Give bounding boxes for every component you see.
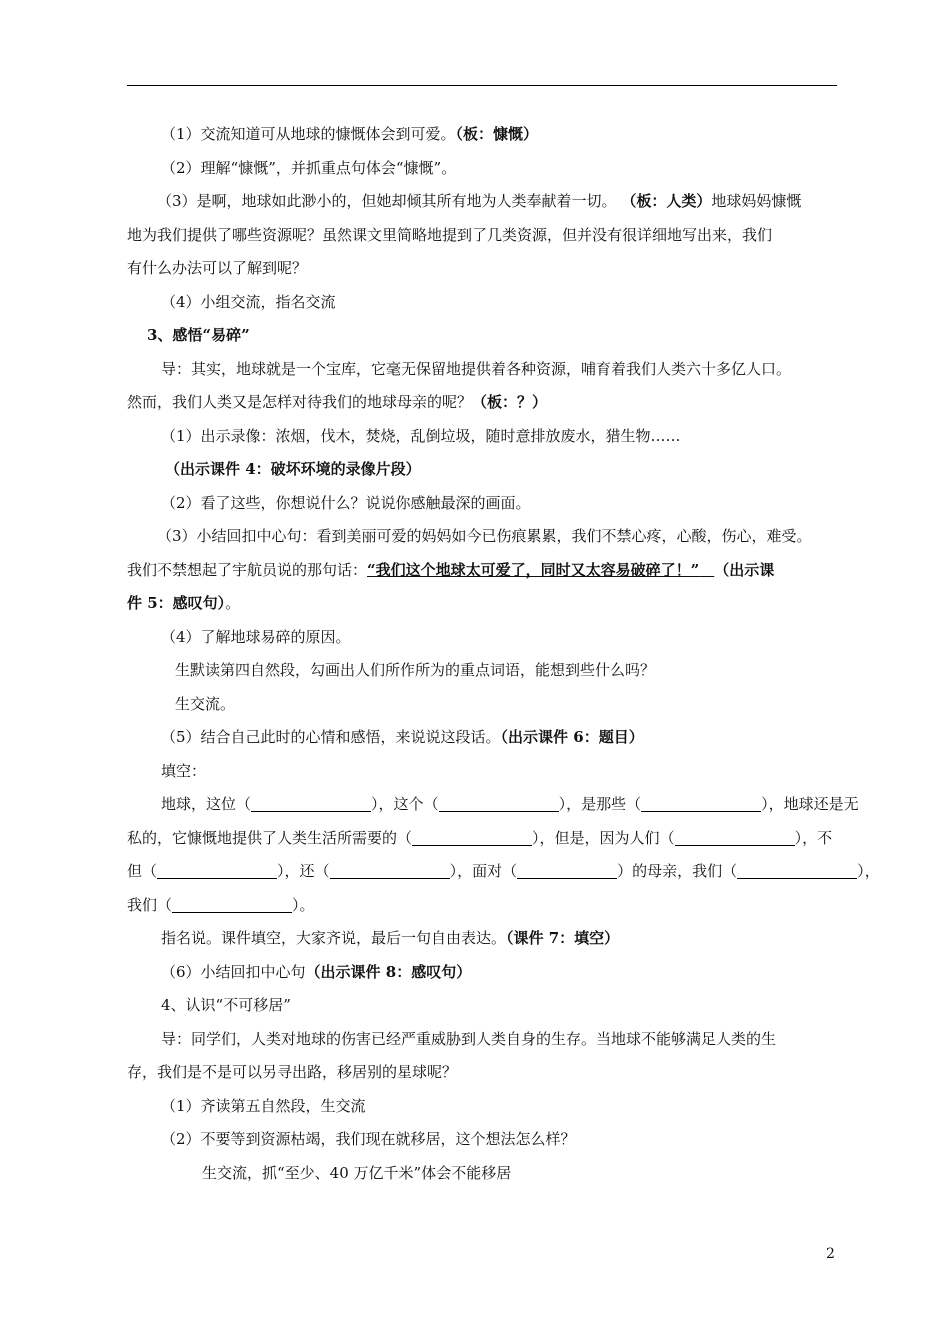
paragraph: 然而，我们人类又是怎样对待我们的地球母亲的呢？（板：？） <box>127 393 548 411</box>
paragraph: （2）不要等到资源枯竭，我们现在就移居，这个想法怎么样？ <box>161 1130 576 1148</box>
blank[interactable] <box>737 861 857 879</box>
paragraph: （6）小结回扣中心句（出示课件 8：感叹句） <box>161 962 472 981</box>
paragraph: 导：同学们，人类对地球的伤害已经严重威胁到人类自身的生存。当地球不能够满足人类的生 <box>161 1029 777 1048</box>
paragraph: （1）齐读第五自然段，生交流 <box>161 1096 366 1115</box>
paragraph: 导：其实，地球就是一个宝库，它毫无保留地提供着各种资源，哺育着我们人类六十多亿人口。 <box>161 359 792 378</box>
blank[interactable] <box>157 861 277 879</box>
blank[interactable] <box>439 794 559 812</box>
paragraph: 有什么办法可以了解到呢？ <box>127 259 308 277</box>
fill-in-line: 私的，它慷慨地提供了人类生活所需要的（ ），但是，因为人们（ ），不 <box>127 828 833 847</box>
blank[interactable] <box>675 828 795 846</box>
paragraph: （2）看了这些，你想说什么？说说你感触最深的画面。 <box>161 493 531 512</box>
blank[interactable] <box>641 794 761 812</box>
header-rule <box>127 85 837 86</box>
fill-in-line: 但（ ），还（ ），面对（ ）的母亲，我们（ ）， <box>127 862 880 880</box>
paragraph: （2）理解“慷慨”，并抓重点句体会“慷慨”。 <box>161 158 457 177</box>
section-heading: 3、感悟“易碎” <box>147 326 250 344</box>
blank[interactable] <box>251 794 371 812</box>
paragraph: （出示课件 4：破坏环境的录像片段） <box>165 460 421 478</box>
paragraph: （3）小结回扣中心句：看到美丽可爱的妈妈如今已伤痕累累，我们不禁心疼，心酸，伤心，难受。 <box>157 527 812 545</box>
paragraph: 生交流。 <box>175 694 236 713</box>
blank[interactable] <box>330 861 450 879</box>
paragraph: 地为我们提供了哪些资源呢？虽然课文里简略地提到了几类资源，但并没有很详细地写出来，我们 <box>127 225 773 244</box>
paragraph: 我们不禁想起了宇航员说的那句话：“我们这个地球太可爱了，同时又太容易破碎了！” （出示课 <box>127 560 775 579</box>
paragraph: 填空： <box>161 761 207 780</box>
paragraph: （4）小组交流，指名交流 <box>161 292 336 311</box>
paragraph: 生交流，抓“至少、40 万亿千米”体会不能移居 <box>202 1163 512 1182</box>
paragraph: 生默读第四自然段，勾画出人们所作所为的重点词语，能想到些什么吗？ <box>175 661 656 679</box>
paragraph: （4）了解地球易碎的原因。 <box>161 627 351 646</box>
paragraph: （1）出示录像：浓烟，伐木，焚烧，乱倒垃圾，随时意排放废水，猎生物…… <box>161 426 681 445</box>
document-body <box>127 118 880 1190</box>
blank[interactable] <box>412 828 532 846</box>
paragraph: （3）是啊，地球如此渺小的，但她却倾其所有地为人类奉献着一切。 （板：人类）地球妈妈慷慨 <box>157 192 802 210</box>
page-number: 2 <box>826 1246 835 1262</box>
paragraph: （1）交流知道可从地球的慷慨体会到可爱。（板：慷慨） <box>161 125 539 143</box>
paragraph: 件 5：感叹句）。 <box>127 594 241 612</box>
fill-in-line: 地球，这位（ ），这个（ ），是那些（ ），地球还是无 <box>161 795 859 813</box>
fill-in-line: 我们（ ）。 <box>127 895 315 914</box>
paragraph: 存，我们是不是可以另寻出路，移居别的星球呢？ <box>127 1063 458 1081</box>
section-heading: 4、认识“不可移居” <box>161 996 291 1014</box>
blank[interactable] <box>517 861 617 879</box>
paragraph: （5）结合自己此时的心情和感悟，来说说这段话。（出示课件 6：题目） <box>161 728 644 746</box>
blank[interactable] <box>172 895 292 913</box>
paragraph: 指名说。课件填空，大家齐说，最后一句自由表达。（课件 7：填空） <box>161 929 620 947</box>
